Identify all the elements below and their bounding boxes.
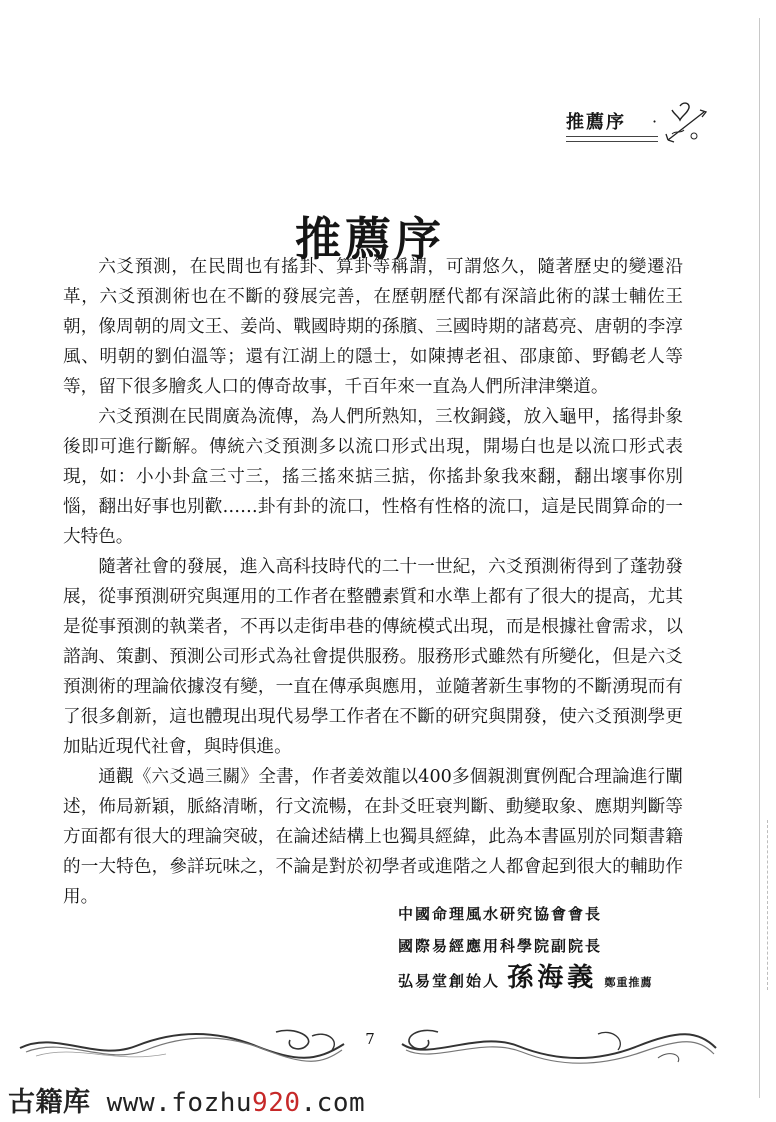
body-text: [63, 252, 683, 912]
paragraph: 通觀《六爻過三關》全書，作者姜效龍以400多個親測實例配合理論進行闡述，佈局新穎，脈絡清晰，行文流暢，在卦爻旺衰判斷、動變取象、應期判斷等方面都有很大的理論突破，在論述結構上也獨具經緯，此為本書區別於同類書籍的一大特色，參詳玩味之，不論是對於初學者或進階之人都會起到很大的輔助作用。: [63, 767, 683, 907]
signature-block: [398, 898, 698, 994]
signature-name: 孫海義: [507, 963, 598, 993]
running-header-label: 推薦序: [566, 112, 626, 133]
watermark: [8, 1080, 365, 1119]
signature-title-1: 中國命理風水研究協會會長: [398, 905, 603, 923]
watermark-url: [91, 1088, 366, 1118]
running-header-dot: ·: [652, 112, 658, 131]
signature-title-2: 國際易經應用科學院副院長: [398, 937, 603, 955]
signature-role: 弘易堂創始人: [398, 972, 501, 990]
watermark-url-digits: 920: [252, 1088, 301, 1118]
watermark-brand: 古籍库: [8, 1087, 91, 1118]
watermark-url-suffix: .com: [300, 1088, 366, 1118]
paragraph: 隨著社會的發展，進入高科技時代的二十一世紀，六爻預測術得到了蓬勃發展，從事預測研究與運用的工作者在整體素質和水準上都有了很大的提高，尤其是從事預測的執業者，不再以走街串巷的傳統模式出現，而是根據社會需求，以諮詢、策劃、預測公司形式為社會提供服務。服務形式雖然有所變化，但是六爻預測術的理論依據沒有變，一直在傳承與應用，並隨著新生事物的不斷湧現而有了很多創新，這也體現出現代易學工作者在不斷的研究與開發，使六爻預測學更加貼近現代社會，與時俱進。: [63, 557, 683, 757]
page-edge-dashed-line: [766, 820, 768, 990]
heart-arrow-ornament-icon: [664, 100, 708, 148]
running-header-rule: [566, 136, 658, 142]
page-number: 7: [365, 1030, 375, 1048]
paragraph: 六爻預測在民間廣為流傳，為人們所熟知，三枚銅錢，放入龜甲，搖得卦象後即可進行斷解。傳統六爻預測多以流口形式出現，開場白也是以流口形式表現，如：小小卦盒三寸三，搖三搖來掂三掂，你搖卦象我來翻，翻出壞事你別惱，翻出好事也別歡……卦有卦的流口，性格有性格的流口，這是民間算命的一大特色。: [63, 407, 683, 547]
page-title: 推薦序: [295, 211, 445, 266]
signature-note: 鄭重推薦: [604, 976, 653, 989]
signature-title-3: [398, 962, 698, 994]
paragraph: 六爻預測，在民間也有搖卦、算卦等稱謂，可謂悠久，隨著歷史的變遷沿革，六爻預測術也在不斷的發展完善，在歷朝歷代都有深諳此術的謀士輔佐王朝，像周朝的周文王、姜尚、戰國時期的孫臏、三國時期的諸葛亮、唐朝的李淳風、明朝的劉伯溫等；還有江湖上的隱士，如陳摶老祖、邵康節、野鶴老人等等，留下很多膾炙人口的傳奇故事，千百年來一直為人們所津津樂道。: [63, 257, 683, 397]
scroll-flourish-icon: [398, 1024, 720, 1068]
page-edge-line: [759, 18, 760, 1098]
scroll-flourish-icon: [16, 1024, 348, 1068]
watermark-url-prefix: www.fozhu: [90, 1088, 253, 1118]
running-header: [566, 108, 706, 148]
